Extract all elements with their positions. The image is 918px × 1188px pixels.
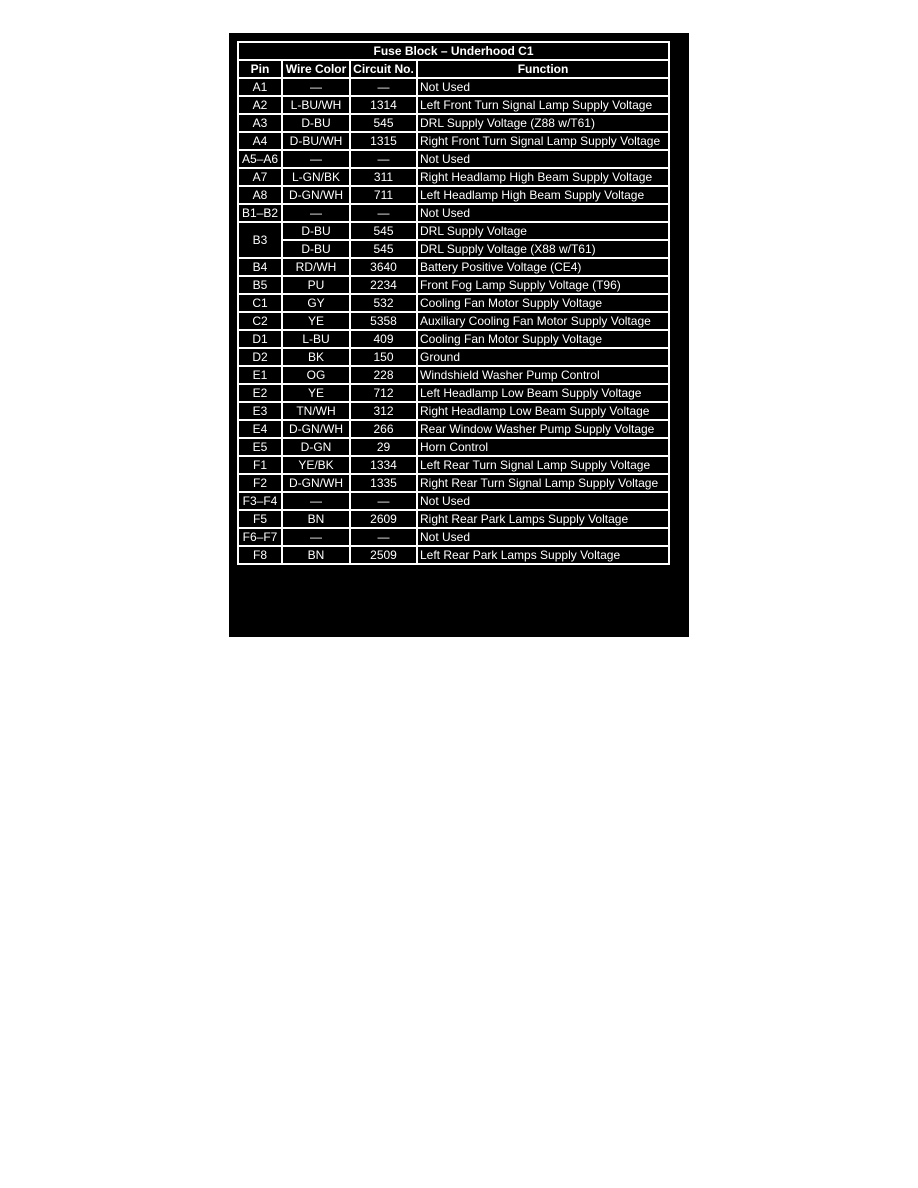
wire-color-cell: D-GN/WH (282, 420, 350, 438)
circuit-cell: — (350, 78, 417, 96)
circuit-cell: 545 (350, 222, 417, 240)
function-cell: Right Headlamp Low Beam Supply Voltage (417, 402, 669, 420)
function-cell: Front Fog Lamp Supply Voltage (T96) (417, 276, 669, 294)
function-cell: DRL Supply Voltage (Z88 w/T61) (417, 114, 669, 132)
wire-color-cell: L-BU (282, 330, 350, 348)
pin-cell: B4 (238, 258, 282, 276)
wire-color-cell: — (282, 150, 350, 168)
wire-color-cell: TN/WH (282, 402, 350, 420)
wire-color-cell: D-BU (282, 222, 350, 240)
wire-color-cell: — (282, 492, 350, 510)
wire-color-cell: YE (282, 384, 350, 402)
pin-cell: A7 (238, 168, 282, 186)
circuit-cell: 2234 (350, 276, 417, 294)
circuit-cell: — (350, 204, 417, 222)
function-cell: Not Used (417, 204, 669, 222)
wire-color-cell: RD/WH (282, 258, 350, 276)
function-cell: DRL Supply Voltage (417, 222, 669, 240)
pin-cell: A5–A6 (238, 150, 282, 168)
header-row (238, 60, 669, 78)
circuit-cell: 2609 (350, 510, 417, 528)
table-row (238, 420, 669, 438)
table-row (238, 96, 669, 114)
function-cell: Windshield Washer Pump Control (417, 366, 669, 384)
function-cell: Rear Window Washer Pump Supply Voltage (417, 420, 669, 438)
pin-cell: E1 (238, 366, 282, 384)
pin-cell: A2 (238, 96, 282, 114)
header-function: Function (417, 60, 669, 78)
function-cell: DRL Supply Voltage (X88 w/T61) (417, 240, 669, 258)
pin-cell: D2 (238, 348, 282, 366)
pin-cell: F5 (238, 510, 282, 528)
table-row (238, 258, 669, 276)
circuit-cell: 545 (350, 240, 417, 258)
wire-color-cell: BN (282, 546, 350, 564)
table-row (238, 348, 669, 366)
header-wire-color: Wire Color (282, 60, 350, 78)
wire-color-cell: GY (282, 294, 350, 312)
table-row (238, 546, 669, 564)
circuit-cell: — (350, 150, 417, 168)
table-body (238, 78, 669, 564)
pin-cell: E2 (238, 384, 282, 402)
table-row (238, 132, 669, 150)
table-row (238, 384, 669, 402)
function-cell: Cooling Fan Motor Supply Voltage (417, 294, 669, 312)
table-row (238, 168, 669, 186)
wire-color-cell: PU (282, 276, 350, 294)
circuit-cell: — (350, 492, 417, 510)
function-cell: Ground (417, 348, 669, 366)
pin-cell: B1–B2 (238, 204, 282, 222)
wire-color-cell: D-BU (282, 240, 350, 258)
circuit-cell: 1315 (350, 132, 417, 150)
function-cell: Horn Control (417, 438, 669, 456)
pin-cell: C1 (238, 294, 282, 312)
title-row (238, 42, 669, 60)
table-row (238, 294, 669, 312)
wire-color-cell: L-BU/WH (282, 96, 350, 114)
circuit-cell: 150 (350, 348, 417, 366)
table-row (238, 330, 669, 348)
circuit-cell: — (350, 528, 417, 546)
pin-cell: B5 (238, 276, 282, 294)
function-cell: Cooling Fan Motor Supply Voltage (417, 330, 669, 348)
table-row (238, 366, 669, 384)
circuit-cell: 2509 (350, 546, 417, 564)
pin-cell: A8 (238, 186, 282, 204)
function-cell: Not Used (417, 78, 669, 96)
header-circuit-no: Circuit No. (350, 60, 417, 78)
pin-cell: F8 (238, 546, 282, 564)
wire-color-cell: — (282, 204, 350, 222)
function-cell: Right Headlamp High Beam Supply Voltage (417, 168, 669, 186)
function-cell: Left Rear Turn Signal Lamp Supply Voltage (417, 456, 669, 474)
function-cell: Left Rear Park Lamps Supply Voltage (417, 546, 669, 564)
pin-cell: C2 (238, 312, 282, 330)
function-cell: Right Rear Turn Signal Lamp Supply Voltage (417, 474, 669, 492)
table-row (238, 510, 669, 528)
table-row (238, 276, 669, 294)
function-cell: Not Used (417, 492, 669, 510)
circuit-cell: 5358 (350, 312, 417, 330)
wire-color-cell: D-GN (282, 438, 350, 456)
table-row (238, 474, 669, 492)
function-cell: Auxiliary Cooling Fan Motor Supply Voltage (417, 312, 669, 330)
function-cell: Left Headlamp High Beam Supply Voltage (417, 186, 669, 204)
wire-color-cell: — (282, 528, 350, 546)
circuit-cell: 545 (350, 114, 417, 132)
table-row (238, 528, 669, 546)
table-row (238, 78, 669, 96)
circuit-cell: 29 (350, 438, 417, 456)
circuit-cell: 409 (350, 330, 417, 348)
table-row (238, 402, 669, 420)
header-pin: Pin (238, 60, 282, 78)
function-cell: Right Rear Park Lamps Supply Voltage (417, 510, 669, 528)
function-cell: Left Front Turn Signal Lamp Supply Voltage (417, 96, 669, 114)
table-row (238, 312, 669, 330)
table-title: Fuse Block – Underhood C1 (238, 42, 669, 60)
circuit-cell: 266 (350, 420, 417, 438)
wire-color-cell: D-BU (282, 114, 350, 132)
circuit-cell: 1314 (350, 96, 417, 114)
function-cell: Right Front Turn Signal Lamp Supply Voltage (417, 132, 669, 150)
pin-cell: F1 (238, 456, 282, 474)
table-row (238, 150, 669, 168)
pin-cell: E5 (238, 438, 282, 456)
wire-color-cell: BK (282, 348, 350, 366)
pin-cell: F6–F7 (238, 528, 282, 546)
pin-cell: B3 (238, 222, 282, 258)
function-cell: Not Used (417, 150, 669, 168)
circuit-cell: 228 (350, 366, 417, 384)
circuit-cell: 312 (350, 402, 417, 420)
pin-cell: A3 (238, 114, 282, 132)
pin-cell: F3–F4 (238, 492, 282, 510)
circuit-cell: 1334 (350, 456, 417, 474)
table-row (238, 204, 669, 222)
wire-color-cell: — (282, 78, 350, 96)
table-row (238, 438, 669, 456)
pin-cell: F2 (238, 474, 282, 492)
wire-color-cell: YE/BK (282, 456, 350, 474)
function-cell: Left Headlamp Low Beam Supply Voltage (417, 384, 669, 402)
circuit-cell: 3640 (350, 258, 417, 276)
table-row (238, 222, 669, 240)
wire-color-cell: D-GN/WH (282, 186, 350, 204)
table-row (238, 492, 669, 510)
connector-table-panel (229, 33, 689, 637)
table-row (238, 186, 669, 204)
function-cell: Battery Positive Voltage (CE4) (417, 258, 669, 276)
wire-color-cell: BN (282, 510, 350, 528)
pin-cell: A1 (238, 78, 282, 96)
pin-cell: A4 (238, 132, 282, 150)
circuit-cell: 712 (350, 384, 417, 402)
pin-cell: D1 (238, 330, 282, 348)
circuit-cell: 532 (350, 294, 417, 312)
wire-color-cell: L-GN/BK (282, 168, 350, 186)
connector-pinout-table (237, 41, 670, 565)
circuit-cell: 1335 (350, 474, 417, 492)
circuit-cell: 311 (350, 168, 417, 186)
pin-cell: E3 (238, 402, 282, 420)
function-cell: Not Used (417, 528, 669, 546)
wire-color-cell: D-BU/WH (282, 132, 350, 150)
pin-cell: E4 (238, 420, 282, 438)
table-row (238, 456, 669, 474)
wire-color-cell: D-GN/WH (282, 474, 350, 492)
wire-color-cell: OG (282, 366, 350, 384)
circuit-cell: 711 (350, 186, 417, 204)
table-row (238, 240, 669, 258)
table-row (238, 114, 669, 132)
wire-color-cell: YE (282, 312, 350, 330)
